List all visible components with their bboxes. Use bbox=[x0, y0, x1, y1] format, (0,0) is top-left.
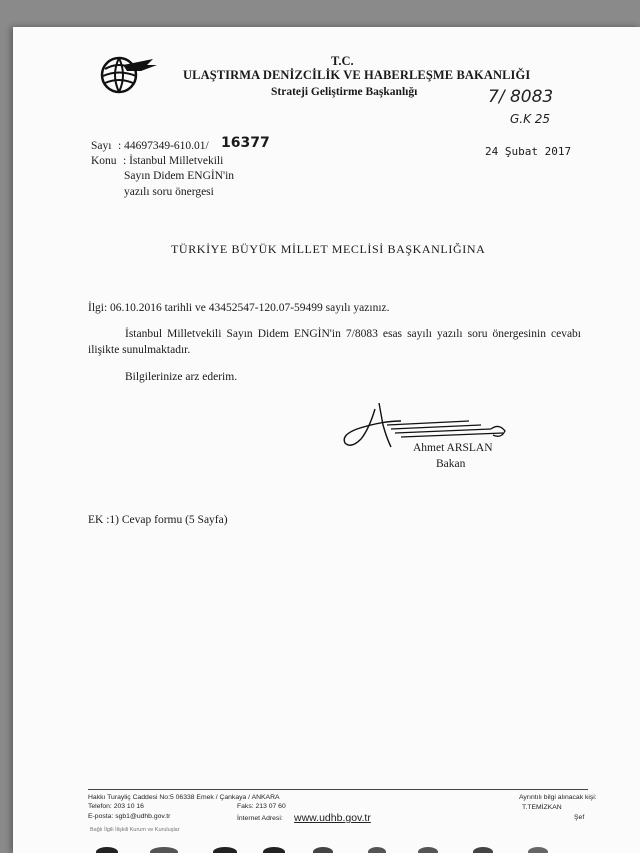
handwritten-reference: 7/ 8083 bbox=[488, 87, 554, 107]
attachment-line: EK :1) Cevap formu (5 Sayfa) bbox=[88, 514, 228, 526]
footer-email: E-posta: sgb1@udhb.gov.tr bbox=[88, 813, 171, 820]
affiliate-logo-icon bbox=[150, 847, 178, 853]
konu-line-2: Sayın Didem ENGİN'in bbox=[124, 170, 235, 182]
footer-divider bbox=[88, 789, 588, 790]
sayi-value: : 44697349-610.01/ bbox=[118, 140, 209, 152]
konu-line-1: : İstanbul Milletvekili bbox=[123, 155, 224, 167]
footer-phone: Telefon: 203 10 16 bbox=[88, 803, 144, 810]
closing-line: Bilgilerinize arz ederim. bbox=[125, 371, 238, 383]
footer-web-link[interactable]: www.udhb.gov.tr bbox=[294, 812, 371, 824]
sayi-number: 16377 bbox=[221, 135, 270, 151]
org-line-tc: T.C. bbox=[331, 54, 354, 68]
footer-contact-title: Şef bbox=[574, 814, 585, 821]
affiliate-logo-icon bbox=[418, 847, 438, 853]
handwritten-note: G.K 25 bbox=[510, 112, 551, 126]
affiliate-logo-icon bbox=[368, 847, 386, 853]
footer-fax: Faks: 213 07 60 bbox=[237, 803, 286, 810]
recipient-heading: TÜRKİYE BÜYÜK MİLLET MECLİSİ BAŞKANLIĞINA bbox=[171, 242, 486, 256]
footer-affiliates-label: Bağlı İlgili İlişkili Kurum ve Kuruluşlar bbox=[90, 827, 180, 833]
ministry-name: ULAŞTIRMA DENİZCİLİK VE HABERLEŞME BAKANLIĞI bbox=[183, 68, 531, 82]
sayi-label: Sayı bbox=[91, 140, 112, 152]
footer-web-label: İnternet Adresi: bbox=[237, 815, 283, 822]
konu-label: Konu bbox=[91, 155, 117, 167]
signatory-title: Bakan bbox=[436, 458, 466, 470]
footer-contact-name: T.TEMİZKAN bbox=[522, 804, 562, 811]
affiliate-logo-icon bbox=[313, 847, 333, 853]
affiliate-logo-icon bbox=[473, 847, 493, 853]
konu-line-3: yazılı soru önergesi bbox=[124, 186, 214, 198]
affiliate-logo-icon bbox=[263, 847, 285, 853]
footer-contact-label: Ayrıntılı bilgi alınacak kişi: bbox=[519, 794, 597, 801]
affiliate-logo-icon bbox=[213, 847, 237, 853]
ilgi-line: İlgi: 06.10.2016 tarihli ve 43452547-120.07-59499 sayılı yazınız. bbox=[88, 302, 390, 314]
ministry-logo-icon bbox=[95, 51, 159, 95]
affiliate-logos bbox=[88, 839, 588, 853]
date-stamp: 24 Şubat 2017 bbox=[485, 145, 572, 158]
document-page bbox=[13, 27, 640, 853]
affiliate-logo-icon bbox=[96, 847, 118, 853]
signatory-name: Ahmet ARSLAN bbox=[413, 442, 493, 454]
body-paragraph: İstanbul Milletvekili Sayın Didem ENGİN'in 7/8083 esas sayılı yazılı soru önergesinin cevabı ilişikte sunulmaktadır. bbox=[88, 328, 581, 356]
department-name: Strateji Geliştirme Başkanlığı bbox=[271, 86, 418, 98]
footer-address: Hakkı Turayliç Caddesi No:5 06338 Emek / Çankaya / ANKARA bbox=[88, 794, 280, 801]
affiliate-logo-icon bbox=[528, 847, 548, 853]
